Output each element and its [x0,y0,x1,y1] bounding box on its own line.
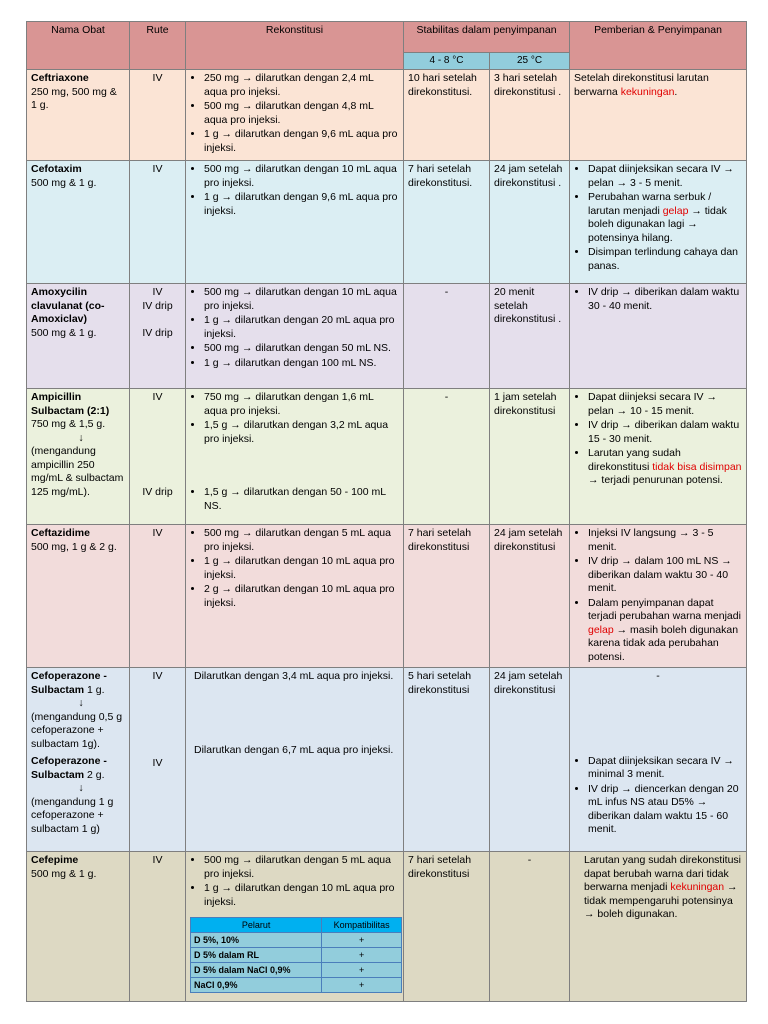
header-temp-cold: 4 - 8 °C [404,53,490,70]
recon-item: • 750 mg → dilarutkan dengan 1,6 mL aqua pro injeksi. [204,391,399,418]
recon-cell [186,161,404,284]
route-iv-drip: IV drip [142,326,173,339]
drug-dose: 500 mg, 1 g & 2 g. [31,540,117,553]
route-cell: IV [130,525,186,668]
header-nama-obat: Nama Obat [27,22,130,70]
stability-room: 24 jam setelah direkonstitusi [490,525,570,668]
route-cell: IV [130,70,186,161]
route-iv: IV [152,286,163,298]
admin-item: • Injeksi IV langsung → 3 - 5 menit. [588,527,742,554]
table-row-cefepime [27,852,747,1002]
stability-cold: 5 hari setelah direkonstitusi [404,668,490,852]
stability-cold: 7 hari setelah direkonstitusi [404,852,490,1002]
admin-cell [570,668,747,852]
stability-cold: - [404,284,490,389]
compat-row [191,963,402,978]
recon-item: • 500 mg → dilarutkan dengan 10 mL aqua pro injeksi. [204,163,399,190]
admin-text: Setelah direkonstitusi larutan berwarna [574,72,709,98]
admin-item: • Dapat diinjeksikan secara IV → pelan → 3 - 5 menit. [588,163,742,190]
drug-dose: 1 g. [84,683,105,696]
down-arrow-icon: ↓ [78,697,84,709]
recon-cell [186,389,404,525]
admin-text-end: . [674,85,678,98]
drug-name: Cefoperazone -Sulbactam [31,755,107,781]
drug-reconstitution-table [26,21,747,1002]
compat-row [191,978,402,993]
admin-text: Perubahan warna serbuk / larutan menjadi [588,191,712,217]
stability-room: 3 hari setelah direkonstitusi . [490,70,570,161]
drug-name: Ceftriaxone [31,72,89,84]
stability-cold: - [404,389,490,525]
stability-room: 24 jam setelah direkonstitusi . [490,161,570,284]
route-iv-drip: IV drip [142,299,173,312]
compat-row [191,933,402,948]
route-cell [130,284,186,389]
compat-row [191,948,402,963]
recon-item: • 2 g → dilarutkan dengan 10 mL aqua pro injeksi. [204,583,399,610]
stability-cold: 10 hari setelah direkonstitusi. [404,70,490,161]
header-temp-room: 25 °C [490,53,570,70]
recon-cell [186,852,404,1002]
recon-item: • 500 mg → dilarutkan dengan 10 mL aqua pro injeksi. [204,286,399,313]
recon-item: • 1 g → dilarutkan dengan 9,6 mL aqua pro injeksi. [204,191,399,218]
compat-header-pelarut: Pelarut [191,918,322,933]
route-cell [130,389,186,525]
admin-item: • IV drip → diberikan dalam waktu 30 - 40 menit. [588,286,742,313]
stability-cold: 7 hari setelah direkonstitusi [404,525,490,668]
compat-value: + [322,963,402,978]
recon-item: • 500 mg → dilarutkan dengan 50 mL NS. [204,342,399,356]
drug-cell [27,389,130,525]
down-arrow-icon: ↓ [78,431,84,444]
table-row-cefotaxim [27,161,747,284]
admin-text-end: → tidak boleh digunakan lagi → potensinya hilang. [588,204,727,244]
header-stabilitas: Stabilitas dalam penyimpanan [404,22,570,53]
admin-item: • Disimpan terlindung cahaya dan panas. [588,246,742,273]
drug-note: (mengandung 1 g cefoperazone + sulbactam 1 g) [31,795,114,835]
admin-cell [570,284,747,389]
recon-item: • 250 mg → dilarutkan dengan 2,4 mL aqua pro injeksi. [204,72,399,99]
drug-name: Cefoperazone -Sulbactam [31,670,107,696]
recon-cell [186,284,404,389]
table-row-cefoperazone [27,668,747,852]
admin-item [588,447,742,488]
admin-text: Dalam penyimpanan dapat terjadi perubahan warna menjadi [588,596,741,622]
admin-highlight: kekuningan [670,881,725,893]
route-cell [130,668,186,852]
admin-highlight: gelap [662,204,689,217]
compat-solvent: D 5% dalam NaCl 0,9% [191,963,322,978]
compat-value: + [322,948,402,963]
compat-solvent: D 5% dalam RL [191,948,322,963]
recon-item: • 1 g → dilarutkan dengan 100 mL NS. [204,357,399,371]
admin-item: • Dapat diinjeksikan secara IV → minimal 3 menit. [588,755,742,782]
drug-cell [27,525,130,668]
admin-highlight: kekuningan [620,85,675,98]
drug-cell [27,668,130,852]
compatibility-table [190,917,402,993]
compat-header-kompatibilitas: Kompatibilitas [322,918,402,933]
compat-value: + [322,933,402,948]
admin-text-end: → terjadi penurunan potensi. [588,474,723,486]
recon-text: Dilarutkan dengan 3,4 mL aqua pro injeksi. [194,670,394,682]
admin-item: • Dapat diinjeksi secara IV → pelan → 10 - 15 menit. [588,391,742,418]
admin-text-end: → tidak mempengaruhi potensinya → boleh digunakan. [584,881,738,920]
admin-item [588,191,742,245]
drug-cell [27,852,130,1002]
header-rekonstitusi: Rekonstitusi [186,22,404,70]
drug-note: (mengandung 0,5 g cefoperazone + sulbactam 1g). [31,710,123,750]
table-row-ampicillin [27,389,747,525]
compat-value: + [322,978,402,993]
compat-solvent: NaCl 0,9% [191,978,322,993]
route-cell: IV [130,161,186,284]
recon-cell [186,668,404,852]
drug-name: Ceftazidime [31,527,90,539]
admin-highlight: tidak bisa disimpan [652,460,742,473]
admin-item: • IV drip → diberikan dalam waktu 15 - 30 menit. [588,419,742,446]
table-row-ceftriaxone [27,70,747,161]
header-row [27,22,747,53]
route-iv: IV [152,391,163,403]
admin-text-end: → masih boleh digunakan karena tidak ada perubahan potensi. [588,623,739,663]
drug-cell [27,70,130,161]
drug-name: Cefepime [31,854,79,866]
drug-name: Cefotaxim [31,163,82,175]
recon-text: Dilarutkan dengan 6,7 mL aqua pro injeksi. [194,743,394,756]
admin-item: • IV drip → dalam 100 mL NS → diberikan dalam waktu 30 - 40 menit. [588,555,742,596]
stability-room: - [490,852,570,1002]
drug-dose: 500 mg & 1 g. [31,176,97,189]
recon-item: • 500 mg → dilarutkan dengan 5 mL aqua pro injeksi. [204,527,399,554]
admin-cell [570,70,747,161]
recon-item: • 1 g → dilarutkan dengan 10 mL aqua pro injeksi. [204,555,399,582]
recon-item: • 1 g → dilarutkan dengan 9,6 mL aqua pro injeksi. [204,128,399,155]
drug-dose: 500 mg & 1 g. [31,326,97,339]
drug-dose: 500 mg & 1 g. [31,867,97,880]
route-cell: IV [130,852,186,1002]
stability-room: 24 jam setelah direkonstitusi [490,668,570,852]
drug-dose: 750 mg & 1,5 g. [31,418,106,430]
admin-item: • IV drip → diencerkan dengan 20 mL infus NS atau D5% → diberikan dalam waktu 15 - 60 menit. [588,783,742,837]
recon-item: • 1 g → dilarutkan dengan 20 mL aqua pro injeksi. [204,314,399,341]
admin-highlight: gelap [588,623,614,636]
admin-item [588,597,742,665]
route-iv: IV [152,756,163,769]
header-pemberian: Pemberian & Penyimpanan [570,22,747,70]
recon-item: • 500 mg → dilarutkan dengan 4,8 mL aqua pro injeksi. [204,100,399,127]
admin-text: Larutan yang sudah direkonstitusi dapat berubah warna dari tidak berwarna menjadi [584,854,742,893]
drug-cell [27,284,130,389]
drug-dose: 2 g. [84,768,105,781]
drug-cell [27,161,130,284]
admin-cell [570,852,747,1002]
drug-name: Amoxycilin clavulanat (co-Amoxiclav) [31,286,105,325]
compat-solvent: D 5%, 10% [191,933,322,948]
recon-item: • 500 mg → dilarutkan dengan 5 mL aqua pro injeksi. [204,854,399,881]
recon-item: • 1,5 g → dilarutkan dengan 50 - 100 mL NS. [204,486,399,513]
table-row-ceftazidime [27,525,747,668]
header-rute: Rute [130,22,186,70]
drug-name: Ampicillin Sulbactam (2:1) [31,391,110,417]
recon-cell [186,70,404,161]
stability-cold: 7 hari setelah direkonstitusi. [404,161,490,284]
admin-cell [570,161,747,284]
compat-header-row [191,918,402,933]
route-iv-drip: IV drip [142,485,173,498]
recon-cell [186,525,404,668]
down-arrow-icon: ↓ [78,782,84,794]
drug-note: (mengandung ampicillin 250 mg/mL & sulbactam 125 mg/mL). [31,445,124,498]
admin-dash: - [656,670,660,682]
drug-dose: 250 mg, 500 mg & 1 g. [31,85,117,111]
admin-text: Larutan yang sudah direkonstitusi [588,447,681,473]
admin-cell [570,389,747,525]
recon-item: • 1 g → dilarutkan dengan 10 mL aqua pro injeksi. [204,882,399,909]
admin-cell [570,525,747,668]
table-row-amoxycilin [27,284,747,389]
route-iv: IV [152,670,163,682]
stability-room: 20 menit setelah direkonstitusi . [490,284,570,389]
stability-room: 1 jam setelah direkonstitusi [490,389,570,525]
recon-item: • 1,5 g → dilarutkan dengan 3,2 mL aqua pro injeksi. [204,419,399,446]
